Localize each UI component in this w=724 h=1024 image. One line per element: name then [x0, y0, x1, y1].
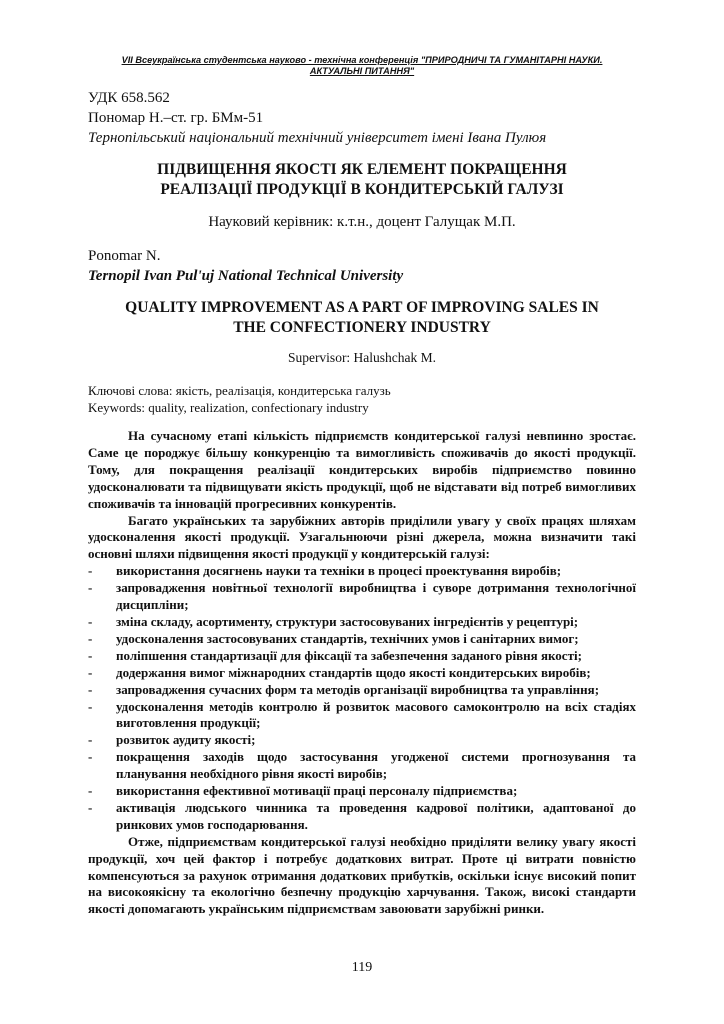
list-item: - використання досягнень науки та техніки в процесі проектування виробів;	[88, 563, 562, 579]
list-item: - активація людського чинника та проведення кадрової політики, адаптованої до ринкових умов господарювання.	[88, 799, 636, 832]
page-number: 119	[351, 960, 373, 975]
affiliation-en: Ternopil Ivan Pul'uj National Technical University	[88, 268, 404, 284]
list-item: - розвиток аудиту якості;	[88, 732, 256, 748]
improvement-list	[88, 563, 636, 834]
list-item: - додержання вимог міжнародних стандартів щодо якості кондитерських виробів;	[88, 664, 591, 680]
conference-header	[90, 55, 634, 77]
list-item: - використання ефективної мотивації праці персоналу підприємства;	[88, 783, 518, 799]
author-en: Ponomar N.	[88, 248, 161, 264]
keywords-ua: Ключові слова: якість, реалізація, кондитерська галузь	[88, 383, 391, 398]
title-en-line1: QUALITY IMPROVEMENT AS A PART OF IMPROVING SALES IN	[125, 299, 599, 316]
list-item: - поліпшення стандартизації для фіксації та забезпечення заданого рівня якості;	[88, 647, 582, 663]
list-item: - запровадження сучасних форм та методів організації виробництва та управління;	[88, 681, 600, 697]
supervisor-ua: Науковий керівник: к.т.н., доцент Галущак М.П.	[208, 214, 516, 230]
supervisor-en: Supervisor: Halushchak M.	[287, 350, 437, 365]
conference-header-line1: VII Всеукраїнська студентська науково - технічна конференція "ПРИРОДНИЧІ ТА ГУМАНІТАРНІ НАУКИ.	[121, 55, 603, 65]
list-item: - покращення заходів щодо застосування угодженої системи прогнозування та планування необхідного рівня якості виробів;	[88, 749, 636, 782]
title-ua-line2: РЕАЛІЗАЦІЇ ПРОДУКЦІЇ В КОНДИТЕРСЬКІЙ ГАЛУЗІ	[160, 181, 564, 198]
list-item: - запровадження новітньої технології виробництва і суворе дотримання технологічної дисципліни;	[88, 580, 636, 613]
paragraph-intro: На сучасному етапі кількість підприємств кондитерської галузі невпинно зростає. Саме це породжує більшу конкуренцію та вимогливість споживачів до якості продукції. Тому, для покращення реалізації кондитерських виробів підприємство повинно удосконалювати та підвищувати якість продукції, щоб не відставати від потреб вимогливих споживачів та інновацій прогресивних конкурентів.	[88, 428, 636, 511]
list-item: - зміна складу, асортименту, структури застосовуваних інгредієнтів у рецептурі;	[88, 613, 579, 629]
affiliation-ua: Тернопільський національний технічний університет імені Івана Пулюя	[88, 130, 547, 146]
body-text	[88, 428, 636, 918]
list-item: - удосконалення застосовуваних стандартів, технічних умов і санітарних вимог;	[88, 630, 579, 646]
title-en-line2: THE CONFECTIONERY INDUSTRY	[233, 319, 491, 336]
title-en	[88, 298, 636, 338]
keywords-en: Keywords: quality, realization, confectionary industry	[88, 400, 369, 415]
title-ua	[88, 160, 636, 200]
paragraph-conclusion: Отже, підприємствам кондитерської галузі необхідно приділяти велику увагу якості продукції, хоч цей фактор і потребує додаткових витрат. Проте ці витрати повністю компенсуються за рахунок отримання додаткових прибутків, оскільки існує високий попит на високоякісну та екологічно безпечну продукцію харчування. Також, високі стандарти якості допомагають українським підприємствам завоювати зарубіжні ринки.	[88, 833, 636, 917]
paragraph-authors: Багато українських та зарубіжних авторів приділили увагу у своїх працях шляхам удосконалення якості продукції. Узагальнюючи різні джерела, можна визначити такі основні шляхи підвищення якості продукції у кондитерській галузі:	[88, 512, 636, 562]
conference-header-line2: АКТУАЛЬНІ ПИТАННЯ"	[309, 66, 415, 76]
list-item: - удосконалення методів контролю й розвиток масового самоконтролю на всіх стадіях виготовлення продукції;	[88, 698, 636, 731]
udc-code: УДК 658.562	[88, 90, 170, 106]
author-ua: Пономар Н.–ст. гр. БМм-51	[88, 110, 264, 126]
title-ua-line1: ПІДВИЩЕННЯ ЯКОСТІ ЯК ЕЛЕМЕНТ ПОКРАЩЕННЯ	[157, 161, 567, 178]
